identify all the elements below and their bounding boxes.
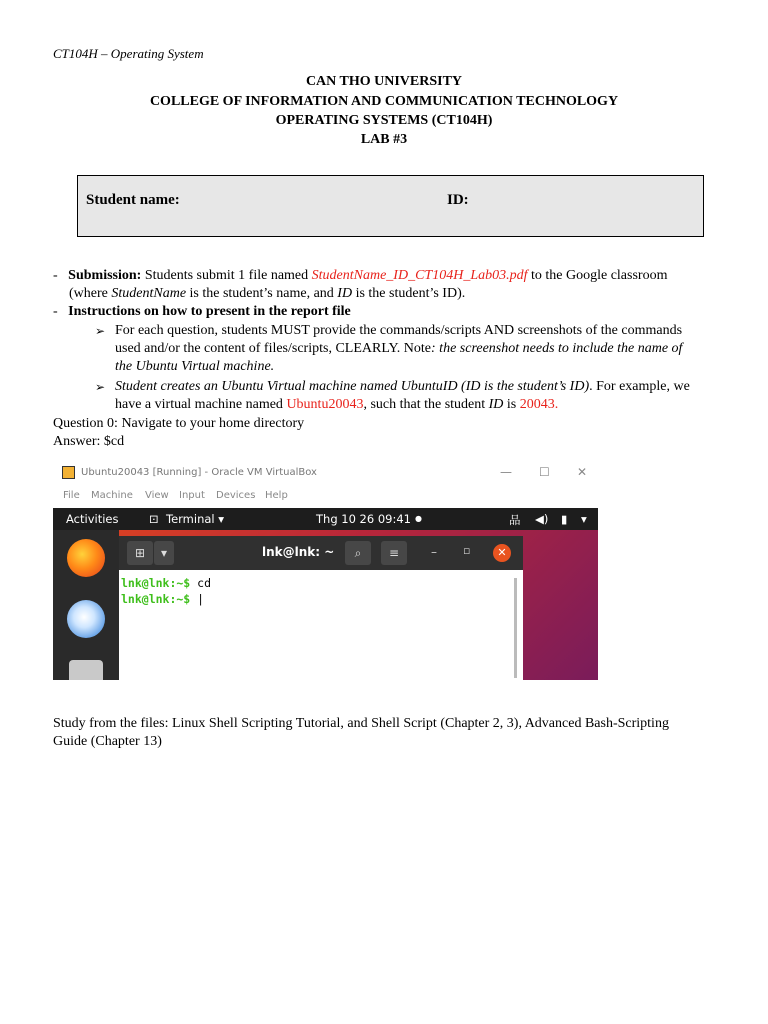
student-name-label: Student name: bbox=[86, 192, 180, 208]
gnome-top-bar bbox=[53, 508, 598, 530]
app-menu[interactable]: Terminal ▾ bbox=[166, 512, 225, 526]
terminal-line-2: lnk@lnk:~$ | bbox=[121, 592, 205, 606]
menu-machine[interactable]: Machine bbox=[91, 490, 133, 501]
menu-file[interactable]: File bbox=[63, 490, 80, 501]
virtualbox-menubar bbox=[53, 486, 598, 508]
network-icon[interactable]: 品 bbox=[509, 513, 521, 527]
terminal-close-icon[interactable]: ✕ bbox=[493, 544, 511, 562]
menu-help[interactable]: Help bbox=[265, 490, 288, 501]
virtualbox-icon bbox=[62, 466, 75, 479]
course-title: OPERATING SYSTEMS (CT104H) bbox=[275, 113, 493, 128]
course-header: CT104H – Operating System bbox=[53, 46, 204, 61]
student-id-label: ID: bbox=[447, 192, 469, 208]
system-menu-chevron-icon[interactable]: ▾ bbox=[581, 512, 587, 526]
volume-icon[interactable]: ◀) bbox=[535, 512, 549, 526]
clock[interactable]: Thg 10 26 09:41 bbox=[316, 512, 411, 526]
answer-0: Answer: $cd bbox=[53, 434, 125, 449]
bullet2-line-2: have a virtual machine named Ubuntu20043, such that the student ID is 20043. bbox=[115, 397, 559, 412]
submission-line-1: - Submission: Students submit 1 file named StudentName_ID_CT104H_Lab03.pdf to the Google classroom bbox=[53, 268, 668, 283]
lab-title: LAB #3 bbox=[360, 132, 408, 147]
firefox-icon[interactable] bbox=[67, 539, 105, 577]
bullet1-line-3: the Ubuntu Virtual machine. bbox=[115, 359, 275, 374]
chevron-down-icon[interactable]: ▾ bbox=[154, 541, 174, 565]
bullet-arrow-icon: ➢ bbox=[95, 380, 106, 394]
battery-icon[interactable]: ▮ bbox=[561, 512, 568, 526]
study-line-2: Guide (Chapter 13) bbox=[53, 734, 162, 749]
notification-dot-icon: ● bbox=[415, 514, 422, 523]
window-title: Ubuntu20043 [Running] - Oracle VM VirtualBox bbox=[81, 467, 317, 478]
study-line-1: Study from the files: Linux Shell Scripting Tutorial, and Shell Script (Chapter 2, 3), Advanced Bash-Scripting bbox=[53, 716, 669, 731]
menu-devices[interactable]: Devices bbox=[216, 490, 256, 501]
terminal-minimize-icon[interactable]: – bbox=[431, 545, 437, 559]
submission-filename: StudentName_ID_CT104H_Lab03.pdf bbox=[311, 268, 528, 283]
minimize-icon[interactable]: — bbox=[500, 465, 512, 479]
dock bbox=[53, 530, 119, 680]
college-title: COLLEGE OF INFORMATION AND COMMUNICATION TECHNOLOGY bbox=[149, 94, 619, 109]
new-tab-icon[interactable]: ⊞ bbox=[127, 541, 153, 565]
menu-view[interactable]: View bbox=[145, 490, 169, 501]
search-icon[interactable]: ⌕ bbox=[345, 541, 371, 565]
terminal-body[interactable] bbox=[119, 570, 523, 680]
vm-screenshot bbox=[53, 460, 598, 680]
terminal-headerbar bbox=[119, 536, 523, 570]
instructions-heading: - Instructions on how to present in the report file bbox=[53, 304, 351, 319]
university-title: CAN THO UNIVERSITY bbox=[305, 74, 463, 89]
terminal-scrollbar[interactable] bbox=[514, 578, 517, 678]
files-icon[interactable] bbox=[69, 660, 103, 680]
menu-input[interactable]: Input bbox=[179, 490, 205, 501]
hamburger-menu-icon[interactable]: ≡ bbox=[381, 541, 407, 565]
maximize-icon[interactable]: ☐ bbox=[539, 465, 550, 479]
student-info-box bbox=[77, 175, 704, 237]
terminal-app-icon: ⊡ bbox=[149, 512, 159, 526]
question-0: Question 0: Navigate to your home directory bbox=[53, 416, 305, 431]
terminal-line-1: lnk@lnk:~$ cd bbox=[121, 576, 212, 590]
close-icon[interactable]: ✕ bbox=[577, 465, 588, 479]
thunderbird-icon[interactable] bbox=[67, 600, 105, 638]
terminal-title: lnk@lnk: ~ bbox=[262, 545, 335, 559]
bullet-arrow-icon: ➢ bbox=[95, 324, 106, 338]
bullet2-line-1: Student creates an Ubuntu Virtual machine named UbuntuID (ID is the student’s ID). For example, we bbox=[115, 379, 690, 394]
bullet1-line-1: For each question, students MUST provide the commands/scripts AND screenshots of the commands bbox=[115, 323, 683, 338]
bullet1-line-2: used and/or the content of files/scripts, CLEARLY. Note: the screenshot needs to include the name of bbox=[115, 341, 683, 356]
submission-label: Submission: bbox=[68, 268, 142, 283]
submission-line-2: (where StudentName is the student’s name, and ID is the student’s ID). bbox=[69, 286, 466, 301]
terminal-window bbox=[119, 536, 523, 680]
virtualbox-titlebar bbox=[53, 460, 598, 486]
activities-button[interactable]: Activities bbox=[66, 512, 119, 526]
terminal-maximize-icon[interactable]: ▫ bbox=[463, 544, 471, 557]
